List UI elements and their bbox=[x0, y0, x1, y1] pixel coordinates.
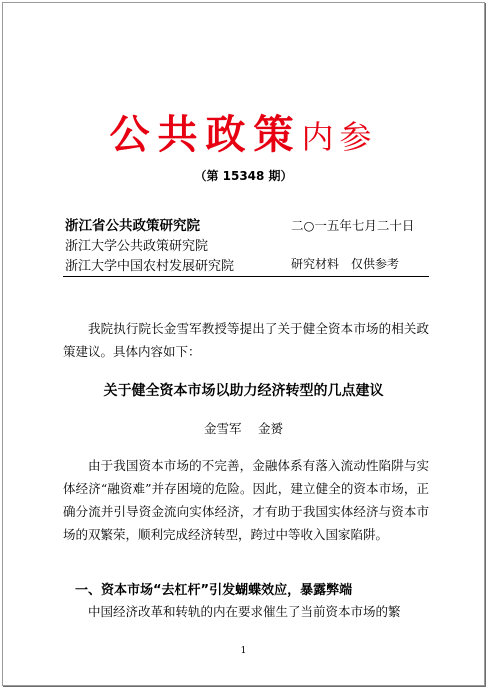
body-paragraph-2: 中国经济改革和转轨的内在要求催生了当前资本市场的繁 bbox=[88, 604, 401, 619]
section-heading-1: 一、资本市场“去杠杆”引发蝴蝶效应，暴露弊端 bbox=[75, 583, 353, 598]
masthead-main: 公共政策 bbox=[109, 112, 302, 158]
body-paragraph-1: 由于我国资本市场的不完善，金融体系有落入流动性陷阱与实体经济“融资难”并存困境的危险。因此，建立健全的资本市场，正确分流并引导资金流向实体经济，才有助于我国实体经济与资本市场的双繁荣，顺利完成经济转型，跨过中等收入国家陷阱。 bbox=[63, 458, 429, 542]
issue-number: （第 15348 期） bbox=[194, 169, 293, 183]
article-title: 关于健全资本市场以助力经济转型的几点建议 bbox=[103, 383, 384, 399]
publication-date: 二○一五年七月二十日 bbox=[291, 218, 415, 233]
intro-paragraph: 我院执行院长金雪军教授等提出了关于健全资本市场的相关政策建议。具体内容如下： bbox=[63, 321, 429, 359]
header-divider bbox=[63, 276, 429, 277]
masthead-suffix: 内参 bbox=[301, 118, 378, 156]
institute-zju-policy: 浙江大学公共政策研究院 bbox=[65, 239, 209, 254]
institute-zju-rural: 浙江大学中国农村发展研究院 bbox=[65, 259, 235, 274]
document-page bbox=[2, 2, 485, 686]
article-authors: 金雪军 金赟 bbox=[204, 421, 283, 436]
material-note: 研究材料 仅供参考 bbox=[291, 257, 400, 271]
institute-provincial: 浙江省公共政策研究院 bbox=[65, 218, 200, 234]
page-number: 1 bbox=[240, 646, 247, 656]
masthead-title bbox=[3, 103, 484, 160]
